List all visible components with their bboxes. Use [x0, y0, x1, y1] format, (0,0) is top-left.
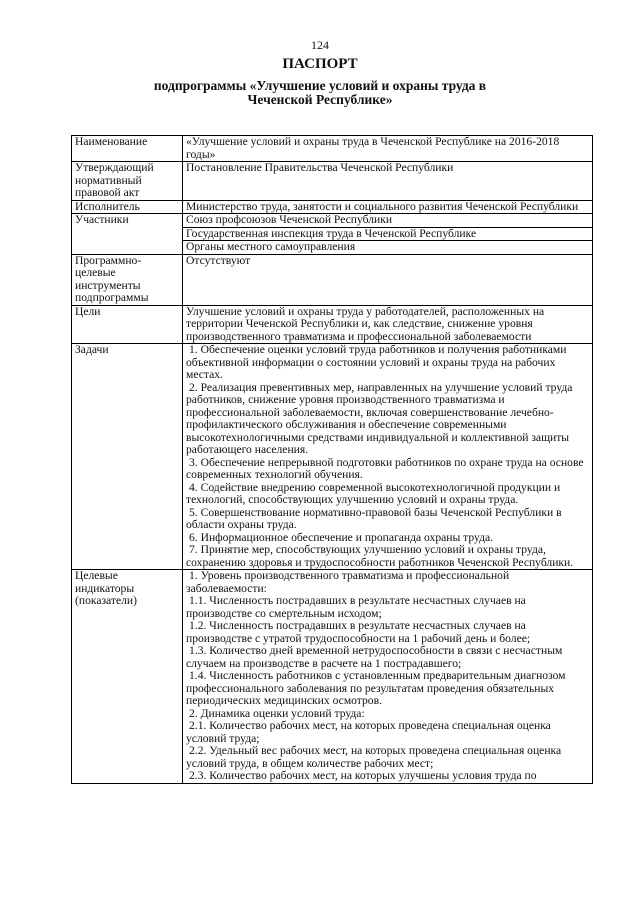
row-label: Исполнитель [72, 200, 183, 214]
row-label: Программно-целевые инструменты подпрограммы [72, 254, 183, 305]
row-value [183, 305, 593, 344]
table-row [72, 162, 593, 201]
table-row [72, 136, 593, 162]
indicator-item: 1. Уровень производственного травматизма и профессиональной заболеваемости: [186, 569, 510, 595]
row-label: Цели [72, 305, 183, 344]
document-subtitle: подпрограммы «Улучшение условий и охраны труда в Чеченской Республике» [153, 78, 487, 107]
row-value [183, 214, 593, 255]
value-text: «Улучшение условий и охраны труда в Чеченской Республике на 2016-2018 годы» [186, 135, 560, 161]
row-value [183, 344, 593, 570]
row-label: Наименование [72, 136, 183, 162]
row-value [183, 136, 593, 162]
row-value [183, 570, 593, 784]
indicator-item: 1.1. Численность пострадавших в результате несчастных случаев на производстве со смертельным исходом; [186, 594, 526, 620]
row-label: Целевые индикаторы (показатели) [72, 570, 183, 784]
task-item: 7. Принятие мер, способствующих улучшению условий и охраны труда, сохранению здоровья и трудоспособности работников Чеченской Республики. [186, 543, 574, 569]
row-label: Задачи [72, 344, 183, 570]
task-item: 3. Обеспечение непрерывной подготовки работников по охране труда на основе современных технологий обучения. [186, 455, 584, 481]
participant-item: Государственная инспекция труда в Чеченской Республике [183, 227, 592, 241]
row-value [183, 162, 593, 201]
indicator-item: 2.3. Количество рабочих мест, на которых улучшены условия труда по [189, 769, 537, 782]
table-row [72, 344, 593, 570]
task-item: 6. Информационное обеспечение и пропаганда охраны труда. [189, 530, 494, 544]
table-row [72, 570, 593, 784]
indicator-item: 1.4. Численность работников с установленным предварительным диагнозом профессионального заболевания по результатам проведения обязательных периодических медицинских осмотров. [186, 669, 566, 707]
indicator-item: 1.2. Численность пострадавших в результате несчастных случаев на производстве с утратой трудоспособности на 1 рабочий день и более; [186, 619, 531, 645]
row-value [183, 200, 593, 214]
row-label: Участники [72, 214, 183, 255]
value-text: Отсутствуют [186, 253, 251, 267]
value-text: Постановление Правительства Чеченской Республики [186, 161, 454, 174]
value-text: Министерство труда, занятости и социального развития Чеченской Республики [186, 199, 579, 213]
participant-item: Союз профсоюзов Чеченской Республики [186, 213, 393, 226]
passport-table [71, 135, 593, 784]
row-value [183, 254, 593, 305]
document-title: ПАСПОРТ [282, 56, 358, 72]
task-item: 5. Совершенствование нормативно-правовой базы Чеченской Республики в области охраны труда. [186, 505, 562, 531]
table-row [72, 214, 593, 255]
row-label: Утверждающий нормативный правовой акт [72, 162, 183, 201]
indicator-item: 2.1. Количество рабочих мест, на которых проведена специальная оценка условий труда; [186, 719, 551, 745]
indicator-item: 2.2. Удельный вес рабочих мест, на которых проведена специальная оценка условий труда, в общем количестве рабочих мест; [186, 744, 562, 770]
table-row [72, 200, 593, 214]
task-item: 1. Обеспечение оценки условий труда работников и получения работниками объективной информации о состоянии условий и охраны труда на рабочих местах. [186, 343, 567, 381]
indicator-item: 1.3. Количество дней временной нетрудоспособности в связи с несчастным случаем на производстве в расчете на 1 пострадавшего; [186, 644, 563, 670]
indicator-item: 2. Динамика оценки условий труда: [189, 706, 365, 720]
table-row [72, 254, 593, 305]
participant-item: Органы местного самоуправления [183, 240, 592, 254]
value-text: Улучшение условий и охраны труда у работодателей, расположенных на территории Чеченской Республики и, как следствие, снижение уровня производственного травматизма и профессиональной заболеваемости [186, 304, 545, 343]
table-row [72, 305, 593, 344]
task-item: 4. Содействие внедрению современной высокотехнологичной продукции и технологий, способствующих улучшению условий и охраны труда. [186, 480, 561, 506]
page-number: 124 [311, 38, 329, 52]
task-item: 2. Реализация превентивных мер, направленных на улучшение условий труда работников, снижение уровня производственного травматизма и профессиональной заболеваемости, включая совершенствование лечебно-профилактического обслуживания и обеспечение современными высокотехнологичными средствами индивидуальной и коллективной защиты работающего населения. [186, 380, 573, 456]
